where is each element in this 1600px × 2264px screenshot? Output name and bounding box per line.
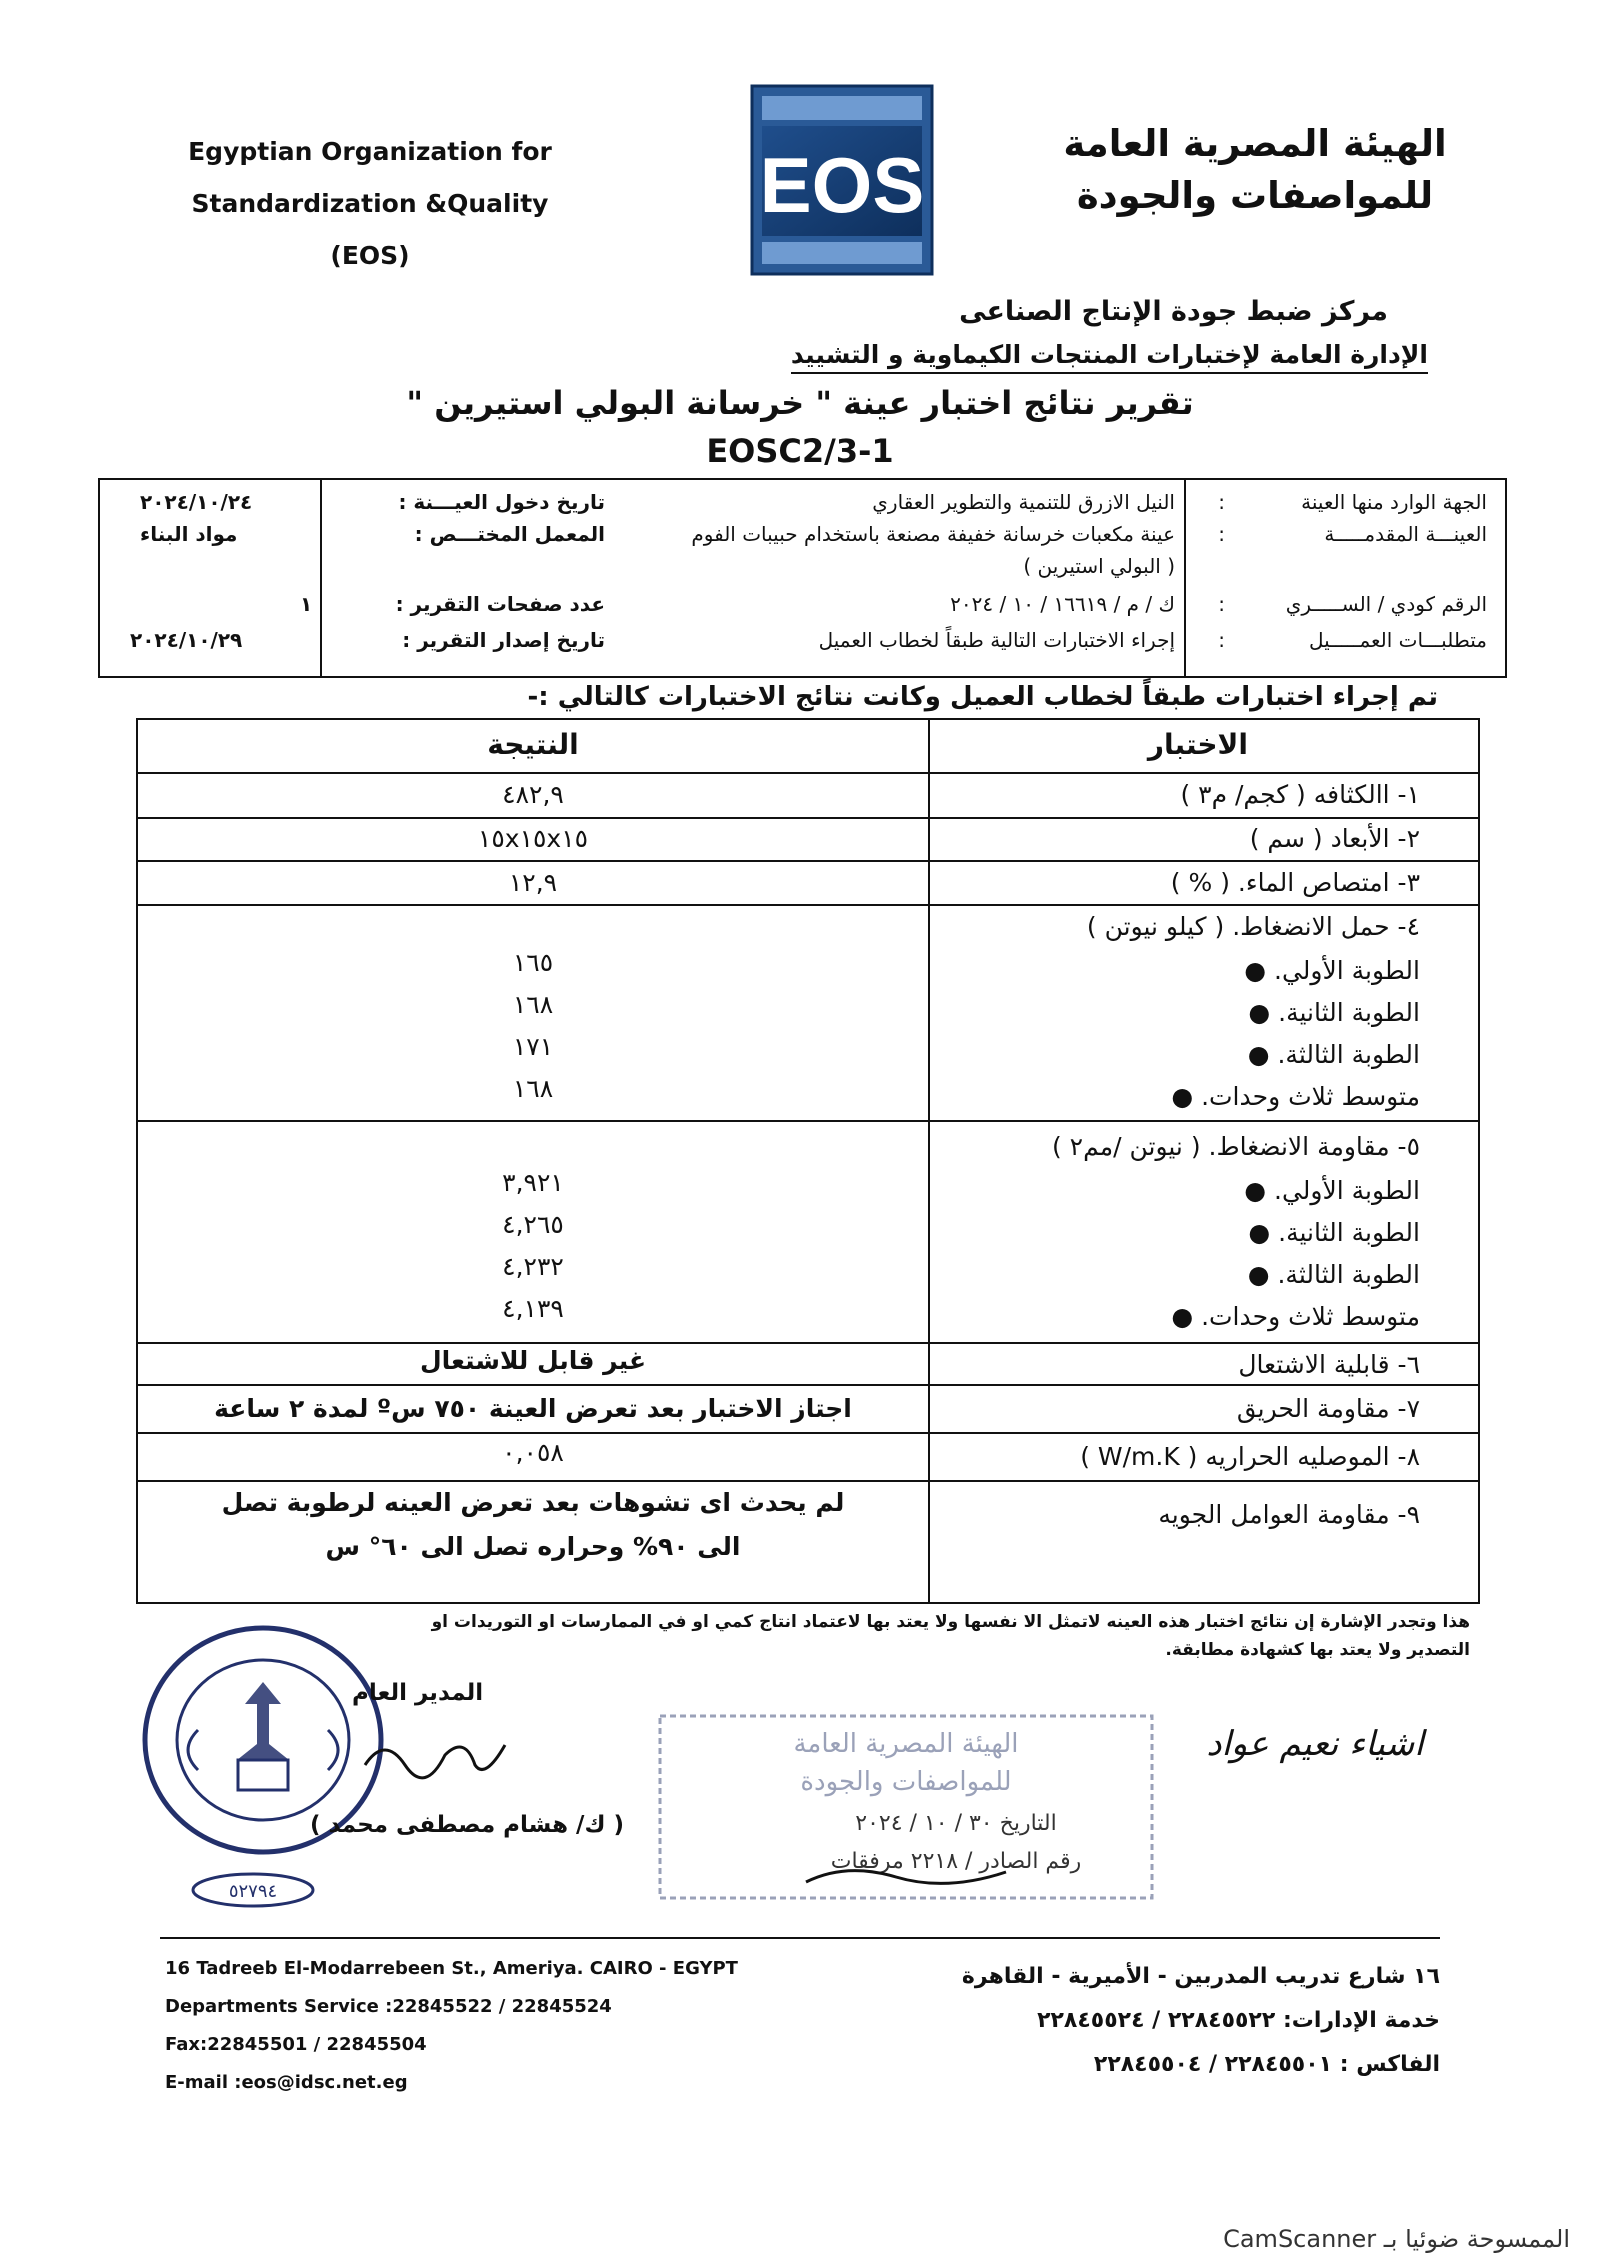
sample-value-1: عينة مكعبات خرسانة خفيفة مصنعة باستخدام حبيبات الفوم: [691, 522, 1175, 546]
load-value-avg: ١٦٨: [512, 1074, 554, 1103]
result-dimensions: ١٥x١٥x١٥: [477, 824, 589, 853]
footer-address-ar: ١٦ شارع تدريب المدربين - الأميرية - القاهرة: [961, 1964, 1440, 1989]
eos-logo: [748, 82, 936, 278]
footer-dept-ar: خدمة الإدارات: ٢٢٨٤٥٥٢٢ / ٢٢٨٤٥٥٢٤: [1037, 2008, 1440, 2033]
stamp-line4: رقم الصادر / ٢٢١٨ مرفقات: [830, 1849, 1082, 1874]
info-row-requirements: [100, 622, 1505, 662]
lab-label: المعمل المختـــص :: [414, 522, 605, 546]
row-line: [138, 772, 1478, 774]
org-name-en-line2: Standardization &Quality (EOS): [191, 189, 549, 270]
strength-value-avg: ٤,١٣٩: [502, 1294, 564, 1323]
logo-text: EOS: [759, 141, 925, 229]
director-signature: [355, 1725, 515, 1785]
results-intro: تم إجراء اختبارات طبقاً لخطاب العميل وكانت نتائج الاختبارات كالتالي :-: [527, 682, 1438, 712]
test-absorption: ٣- امتصاص الماء. ( % ): [1170, 868, 1420, 897]
footer-fax-ar: الفاكس : ٢٢٨٤٥٥٠١ / ٢٢٨٤٥٥٠٤: [1093, 2052, 1440, 2077]
issue-date-label: تاريخ إصدار التقرير :: [402, 628, 605, 652]
sample-label: العينـــة المقدمـــــة: [1324, 522, 1487, 546]
sample-value-2: ( البولي استيرين ): [1023, 554, 1175, 578]
registration-stamp: [656, 1712, 1156, 1902]
footer-english: [165, 1950, 738, 2102]
requirements-value: إجراء الاختبارات التالية طبقاً لخطاب العميل: [818, 628, 1175, 652]
colon: :: [1218, 522, 1225, 546]
result-thermal-conductivity: ٠,٠٥٨: [502, 1438, 564, 1467]
load-value-3: ١٧١: [512, 1032, 554, 1061]
source-value: النيل الازرق للتنمية والتطوير العقاري: [872, 490, 1175, 514]
load-value-2: ١٦٨: [512, 990, 554, 1019]
load-item-3: الطوبة الثالثة. ●: [1248, 1040, 1420, 1069]
info-row-sample-cont: [100, 548, 1505, 588]
row-line: [138, 904, 1478, 906]
pages-value: ١: [300, 592, 313, 616]
source-label: الجهة الوارد منها العينة: [1301, 490, 1487, 514]
director-name: ( ك/ هشام مصطفى محمد ): [310, 1812, 625, 1838]
row-line: [138, 1432, 1478, 1434]
test-fire-resistance: ٧- مقاومة الحريق: [1236, 1394, 1420, 1423]
org-name-ar-line1: الهيئة المصرية العامة: [1063, 122, 1447, 165]
stamp-line1: الهيئة المصرية العامة: [793, 1729, 1019, 1759]
strength-item-avg: متوسط ثلاث وحدات. ●: [1171, 1302, 1420, 1331]
entry-date-value: ٢٠٢٤/١٠/٢٤: [140, 490, 253, 514]
department-line2: الإدارة العامة لإختبارات المنتجات الكيماوية و التشييد: [791, 340, 1428, 374]
stamp-line3: التاريخ ٣٠ / ١٠ / ٢٠٢٤: [855, 1811, 1057, 1836]
handwritten-signature: [1165, 1700, 1465, 1790]
results-divider: [928, 720, 930, 1602]
handwritten-name: اشياء نعيم عواد: [1206, 1724, 1424, 1764]
strength-value-2: ٤,٢٦٥: [502, 1210, 564, 1239]
footer-address-en: 16 Tadreeb El-Modarrebeen St., Ameriya. CAIRO - EGYPT: [165, 1958, 738, 1979]
strength-item-3: الطوبة الثالثة. ●: [1248, 1260, 1420, 1289]
footer-email-en[interactable]: E-mail :eos@idsc.net.eg: [165, 2072, 408, 2093]
colon: :: [1218, 592, 1225, 616]
info-row-code: [100, 586, 1505, 626]
stamp-line2: للمواصفات والجودة: [800, 1767, 1012, 1797]
row-line: [138, 817, 1478, 819]
test-compression-strength: ٥- مقاومة الانضغاط. ( نيوتن /مم٢ ): [1051, 1132, 1420, 1161]
footer-fax-en: Fax:22845501 / 22845504: [165, 2034, 427, 2055]
test-flammability: ٦- قابلية الاشتعال: [1238, 1350, 1420, 1379]
footer-dept-en: Departments Service :22845522 / 22845524: [165, 1996, 612, 2017]
note-line2: التصدير ولا يعتد بها كشهادة مطابقة.: [1165, 1640, 1470, 1660]
note-line1: هذا وتجدر الإشارة إن نتائج اختبار هذه العينه لاتمثل الا نفسها ولا يعتد بها لاعتماد انتاج كمي او في الممارسات او التوريدات او: [431, 1612, 1470, 1632]
load-value-1: ١٦٥: [512, 948, 554, 977]
strength-item-1: الطوبة الأولي. ●: [1244, 1176, 1420, 1205]
org-name-english: [150, 126, 590, 282]
camscanner-label: الممسوحة ضوئيا بـ CamScanner: [1223, 2225, 1570, 2253]
org-name-ar-line2: للمواصفات والجودة: [1076, 174, 1434, 217]
result-absorption: ١٢,٩: [508, 868, 558, 897]
result-weathering-2: الى ٩٠% وحراره تصل الى ٦٠° س: [325, 1532, 741, 1561]
row-line: [138, 860, 1478, 862]
org-name-arabic: [1040, 118, 1470, 222]
strength-value-1: ٣,٩٢١: [502, 1168, 564, 1197]
serial-stamp-text: ٥٢٧٩٤: [228, 1881, 278, 1902]
row-line: [138, 1342, 1478, 1344]
disclaimer-note: [390, 1608, 1470, 1664]
result-density: ٤٨٢,٩: [502, 780, 564, 809]
report-code: EOSC2/3-1: [706, 432, 894, 470]
load-item-1: الطوبة الأولي. ●: [1244, 956, 1420, 985]
requirements-label: متطلبـــات العمـــــيل: [1308, 628, 1487, 652]
code-value: ك / م / ١٦٦١٩ / ١٠ / ٢٠٢٤: [950, 592, 1175, 616]
load-item-avg: متوسط ثلاث وحدات. ●: [1171, 1082, 1420, 1111]
entry-date-label: تاريخ دخول العيـــنة :: [398, 490, 605, 514]
colon: :: [1218, 490, 1225, 514]
lab-value: مواد البناء: [140, 522, 238, 546]
strength-value-3: ٤,٢٣٢: [502, 1252, 564, 1281]
header-result: النتيجة: [487, 728, 579, 761]
issue-date-value: ٢٠٢٤/١٠/٢٩: [130, 628, 243, 652]
results-table: [136, 718, 1480, 1604]
test-density: ١- االكثافه ( كجم/ م٣ ): [1180, 780, 1420, 809]
footer-arabic: [962, 1955, 1440, 2087]
colon: :: [1218, 628, 1225, 652]
row-line: [138, 1384, 1478, 1386]
footer-divider: [160, 1937, 1440, 1939]
result-flammability: غير قابل للاشتعال: [419, 1346, 647, 1375]
row-line: [138, 1120, 1478, 1122]
result-weathering-1: لم يحدث اى تشوهات بعد تعرض العينه لرطوبة تصل: [221, 1488, 845, 1517]
report-title: تقرير نتائج اختبار عينة " خرسانة البولي استيرين ": [406, 384, 1194, 422]
strength-item-2: الطوبة الثانية. ●: [1248, 1218, 1420, 1247]
department-line1: مركز ضبط جودة الإنتاج الصناعى: [959, 296, 1388, 327]
pages-label: عدد صفحات التقرير :: [395, 592, 605, 616]
serial-stamp: [188, 1870, 318, 1910]
test-thermal-conductivity: ٨- الموصليه الحراريه ( W/m.K ): [1080, 1442, 1420, 1471]
code-label: الرقم كودي / الســـــري: [1285, 592, 1487, 616]
info-table: [98, 478, 1507, 678]
header-test: الاختبار: [1147, 728, 1248, 761]
test-weathering: ٩- مقاومة العوامل الجويه: [1158, 1500, 1420, 1529]
row-line: [138, 1480, 1478, 1482]
org-name-en-line1: Egyptian Organization for: [188, 137, 552, 166]
test-dimensions: ٢- الأبعاد ( سم ): [1249, 824, 1420, 853]
director-title: المدير العام: [352, 1680, 484, 1706]
load-item-2: الطوبة الثانية. ●: [1248, 998, 1420, 1027]
result-fire-resistance: اجتاز الاختبار بعد تعرض العينة ٧٥٠ سº لمدة ٢ ساعة: [214, 1394, 852, 1423]
test-compression-load: ٤- حمل الانضغاط. ( كيلو نيوتن ): [1086, 912, 1420, 941]
